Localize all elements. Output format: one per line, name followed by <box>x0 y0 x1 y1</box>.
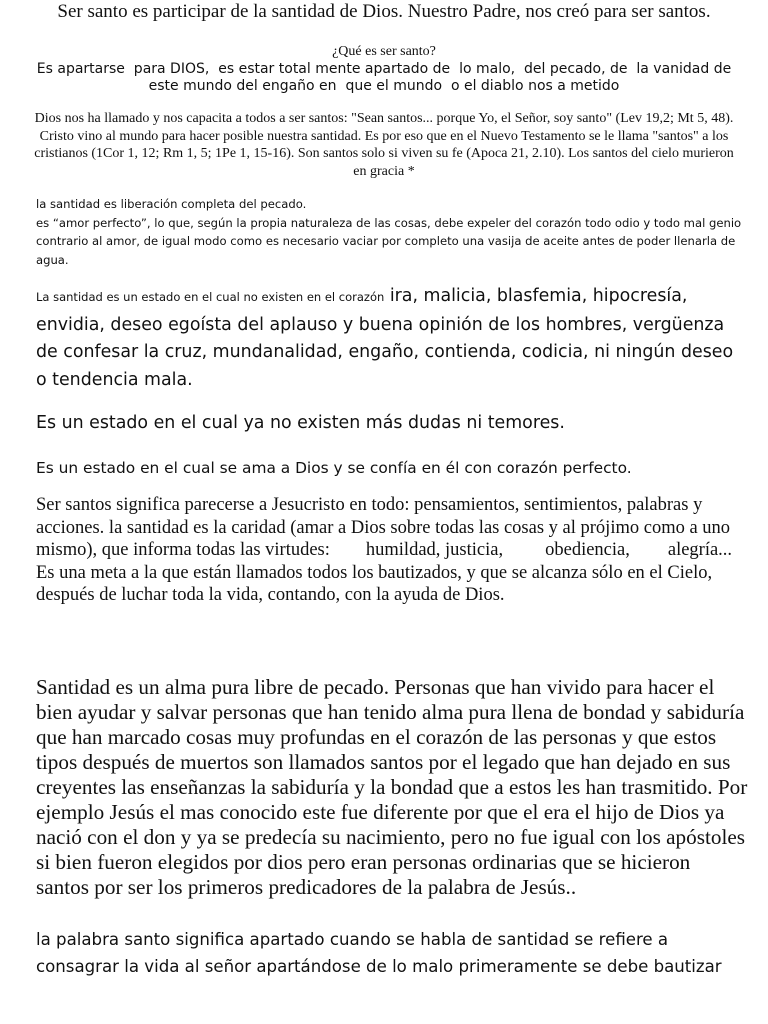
section-question: ¿Qué es ser santo? <box>332 44 436 59</box>
loves-god-paragraph: Es un estado en el cual se ama a Dios y se confía en él con corazón perfecto. <box>36 459 632 477</box>
pure-soul-paragraph: Santidad es un alma pura libre de pecado. Personas que han vivido para hacer el bien ayudar y salvar personas que han tenido alma pura llena de bondad y sabiduría que han marcado cosas muy profundas en el corazón de las personas y que estos tipos después de muertos son llamados santos por el legado que han dejado en sus creyentes las enseñanzas la sabiduría y la bondad que a estos les han trasmitido. Por ejemplo Jesús el mas conocido este fue diferente por que el era el hijo de Dios ya nació con el don y ya se predecía su nacimiento, pero no fue igual con los apóstoles si bien fueron elegidos por dios pero eran personas ordinarias que se hicieron santos por ser los primeros predicadores de la palabra de Jesús.. <box>36 675 748 899</box>
holiness-state-paragraph <box>36 283 736 394</box>
like-jesus-paragraph <box>36 494 736 607</box>
state-intro-text: La santidad es un estado en el cual no existen en el corazón <box>36 290 385 304</box>
calling-paragraph: Dios nos ha llamado y nos capacita a todos a ser santos: "Sean santos... porque Yo, el Señor, soy santo" (Lev 19,2; Mt 5, 48). Cristo vino al mundo para hacer posible nuestra santidad. Es por eso que en el Nuevo Testamento se le llama "santos" a los cristianos (1Cor 1, 12; Rm 1, 5; 1Pe 1, 15-16). Son santos solo si viven su fe (Apoca 21, 2.10). Los santos del cielo murieron en gracia * <box>34 111 734 179</box>
document-title: Ser santo es participar de la santidad de Dios. Nuestro Padre, nos creó para ser santos. <box>57 1 711 22</box>
virtue-joy: alegría... <box>667 540 733 561</box>
state-list-text: ira, malicia, blasfemia, hipocresía, envidia, deseo egoísta del aplauso y buena opinión de los hombres, vergüenza de confesar la cruz, mundanalidad, engaño, contienda, codicia, ni ningún deseo o tendencia mala. <box>36 286 734 390</box>
virtue-humility: humildad, <box>365 540 441 561</box>
no-doubts-paragraph: Es un estado en el cual ya no existen más dudas ni temores. <box>36 413 565 433</box>
liberation-line: la santidad es liberación completa del pecado. <box>36 197 307 211</box>
like-jesus-text: Ser santos significa parecerse a Jesucristo en todo: pensamientos, sentimientos, palabras y acciones. la santidad es la caridad (amar a Dios sobre todas las cosas y al prójimo como a uno mismo), que informa todas las virtudes: <box>36 495 731 561</box>
like-jesus-goal-text: Es una meta a la que están llamados todos los bautizados, y que se alcanza sólo en el Cielo, después de luchar toda la vida, contando, con la ayuda de Dios. <box>36 562 713 606</box>
definition-paragraph: Es apartarse para DIOS, es estar total mente apartado de lo malo, del pecado, de la vanidad de este mundo del engaño en que el mundo o el diablo nos a metido <box>36 61 736 94</box>
perfect-love-paragraph: es “amor perfecto”, lo que, según la propia naturaleza de las cosas, debe expeler del corazón todo odio y todo mal genio contrario al amor, de igual modo como es necesario vaciar por completo una vasija de aceite antes de poder llenarla de agua. <box>36 215 742 267</box>
word-meaning-paragraph: la palabra santo significa apartado cuando se habla de santidad se refiere a consagrar la vida al señor apartándose de lo malo primeramente se debe bautizar <box>36 930 722 976</box>
liberation-block <box>36 195 746 269</box>
virtue-justice: justicia, <box>445 540 504 561</box>
virtue-obedience: obediencia, <box>545 540 630 561</box>
